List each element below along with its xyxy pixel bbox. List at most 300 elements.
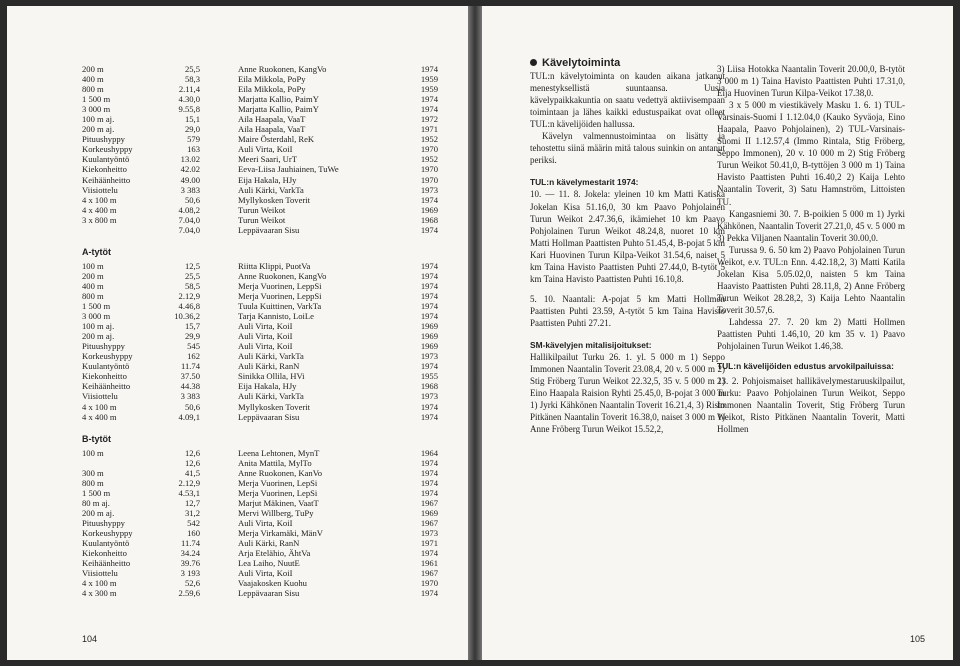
event-name: Kuulantyöntö (82, 538, 130, 549)
event-name: 200 m aj. (82, 507, 115, 518)
record-row (82, 361, 200, 371)
paragraph: Kangasniemi 30. 7. B-poikien 5 000 m 1) Jyrki Kähkönen, Naantalin Toverit 27.21,0, 45 v. 5 000 m 3) Pekka Viljanen Naantalin Toverit 30.00,0. (717, 208, 905, 243)
walking-column-1 (530, 57, 725, 435)
record-year: 1961 (420, 558, 438, 569)
holder-name: Auli Virta, KoiI (238, 331, 293, 342)
record-result: 579 (187, 134, 200, 145)
record-year: 1973 (420, 351, 438, 362)
holder-row (238, 164, 438, 174)
paragraph: 23. 2. Pohjoismaiset hallikävelymestaruuskilpailut, Turku: Paavo Pohjolainen Turun Weikot, Seppo Immonen Naantalin Toverit, Stig Fröberg Turun Weikot, Risto Pitkänen Naantalin Toverit, Matti Hollmen (717, 376, 905, 435)
record-year: 1964 (420, 447, 438, 458)
record-row (82, 518, 200, 528)
record-year: 1974 (420, 401, 438, 412)
event-name: 100 m aj. (82, 321, 115, 332)
record-row (82, 558, 200, 568)
holder-row (238, 578, 438, 588)
record-row (82, 185, 200, 195)
record-year: 1974 (420, 64, 438, 74)
record-year: 1959 (420, 84, 438, 95)
holder-row (238, 331, 438, 341)
holder-row (238, 538, 438, 548)
record-result: 13.02 (180, 154, 200, 165)
record-result: 50,6 (184, 194, 200, 205)
holder-name: Arja Etelähio, ÄhtVa (238, 548, 311, 559)
holder-row (238, 371, 438, 381)
paragraph: Kävelyn valmennustoimintaa on lisätty ja tehostettu siinä määrin mitä talous suinkin on antanut periksi. (530, 131, 725, 166)
holder-name: Eija Hakala, HJy (238, 381, 297, 392)
record-result: 11.74 (180, 538, 200, 549)
record-row (82, 205, 200, 215)
record-result: 12,6 (184, 447, 200, 458)
record-row (82, 311, 200, 321)
event-name: Pituushyppy (82, 134, 125, 145)
record-year: 1973 (420, 184, 438, 195)
record-result: 52,6 (184, 578, 200, 589)
event-name: 400 m (82, 74, 104, 85)
holder-row (238, 381, 438, 391)
record-year: 1974 (420, 224, 438, 235)
record-year: 1974 (420, 361, 438, 372)
event-name: Viisiottelu (82, 568, 118, 579)
record-row (82, 291, 200, 301)
event-name: 100 m (82, 260, 104, 271)
record-year: 1970 (420, 144, 438, 155)
event-name: 800 m (82, 84, 104, 95)
holder-row (238, 478, 438, 488)
event-name: 3 x 800 m (82, 214, 117, 225)
holder-row (238, 301, 438, 311)
record-result: 15,1 (184, 114, 200, 125)
paragraph: Turussa 9. 6. 50 km 2) Paavo Pohjolainen Turun Weikot, e.v. TUL:n Enn. 4.42.18,2, 3) Matti Katila Jokelan Kisa 5.05.02,0, naisten 5 km Taina Haavisto Paattisten Puhti 28.11,8, 2) Anne Fröberg Turun Weikot 28.28,2, 3) Kaija Lehto Naantalin Toverit 30.57,6. (717, 244, 905, 315)
record-result: 4.46,8 (178, 301, 200, 312)
event-name: 80 m aj. (82, 497, 110, 508)
holder-name: Merja Vuorinen, LepSi (238, 487, 318, 498)
left-page (7, 6, 468, 660)
record-result: 7.04,0 (178, 214, 200, 225)
event-name: 800 m (82, 290, 104, 301)
event-name: Kiekonheitto (82, 371, 127, 382)
record-year: 1969 (420, 321, 438, 332)
holder-row (238, 498, 438, 508)
events-table (82, 64, 200, 598)
record-result: 29,9 (184, 331, 200, 342)
record-year: 1974 (420, 548, 438, 559)
holder-row (238, 402, 438, 412)
holder-name: Merja Vuorinen, LeppSi (238, 280, 322, 291)
record-row (82, 548, 200, 558)
record-holders-table (238, 64, 438, 598)
holder-row (238, 175, 438, 185)
holder-name: Meeri Saari, UrT (238, 154, 297, 165)
holder-name: Myllykosken Toverit (238, 194, 311, 205)
record-row (82, 578, 200, 588)
holder-name: Leena Lehtonen, MynT (238, 447, 320, 458)
paragraph: Lahdessa 27. 7. 20 km 2) Matti Hollmen Paattisten Puhti 1.46,10, 20 km 35 v. 1) Paavo Pohjolainen Turun Weikot 1.46,38. (717, 316, 905, 352)
record-year: 1968 (420, 214, 438, 225)
holder-name: Marjatta Kallio, PaimY (238, 104, 319, 115)
event-name: 1 500 m (82, 487, 111, 498)
event-name: 4 x 300 m (82, 588, 117, 599)
record-row (82, 144, 200, 154)
record-row (82, 195, 200, 205)
holder-row (238, 104, 438, 114)
record-year: 1969 (420, 341, 438, 352)
event-name: Keihäänheitto (82, 381, 131, 392)
event-name: 200 m aj. (82, 124, 115, 135)
record-year: 1971 (420, 124, 438, 135)
record-row (82, 114, 200, 124)
holder-name: Auli Kärki, VarkTa (238, 391, 304, 402)
record-result: 34.24 (180, 548, 200, 559)
event-name: Kiekonheitto (82, 548, 127, 559)
record-result: 545 (187, 341, 200, 352)
record-year: 1974 (420, 311, 438, 322)
record-year: 1974 (420, 467, 438, 478)
event-name: Keihäänheitto (82, 558, 131, 569)
paragraph: 5. 10. Naantali: A-pojat 5 km Matti Hollmen Paattisten Puhti 23.59, A-tytöt 5 km Taina Havisto Paattisten Puhti 27.21. (530, 293, 725, 328)
record-result: 160 (187, 528, 200, 539)
record-row (82, 321, 200, 331)
record-row (82, 351, 200, 361)
record-year: 1959 (420, 74, 438, 85)
holder-row (238, 508, 438, 518)
event-name: 1 500 m (82, 301, 111, 312)
record-result: 163 (187, 144, 200, 155)
record-row (82, 488, 200, 498)
record-year: 1974 (420, 194, 438, 205)
record-year: 1969 (420, 507, 438, 518)
holder-row (238, 321, 438, 331)
holder-name: Eeva-Liisa Jauhiainen, TuWe (238, 164, 339, 175)
record-year: 1974 (420, 301, 438, 312)
holder-row (238, 458, 438, 468)
record-year: 1974 (420, 477, 438, 488)
holder-row (238, 215, 438, 225)
holder-row (238, 185, 438, 195)
holder-name: Anita Mattila, MylTo (238, 457, 312, 468)
holder-name: Riitta Klippi, PuotVa (238, 260, 311, 271)
event-name: 4 x 100 m (82, 401, 117, 412)
holder-name: Marjut Mäkinen, VaatT (238, 497, 319, 508)
holder-name: Merja Vuorinen, LeppSi (238, 290, 322, 301)
record-year: 1952 (420, 154, 438, 165)
record-result: 49.00 (180, 174, 200, 185)
event-name: Kuulantyöntö (82, 154, 130, 165)
paragraph: TUL:n kävelytoiminta on kauden aikana jatkanut menestyksellistä suuntaansa. Uusia kävelypaikkakuntia on saatu vedettyä aktiivisempaan toimintaan ja lähes kaikki edustuspaikat ovat olleet TUL:n kävelijöiden hallussa. (530, 71, 725, 130)
record-year: 1967 (420, 568, 438, 579)
record-result: 4.08,2 (178, 204, 200, 215)
record-result: 11.74 (180, 361, 200, 372)
record-year: 1967 (420, 517, 438, 528)
holder-name: Merja Virkamäki, MänV (238, 528, 324, 539)
record-row (82, 281, 200, 291)
holder-name: Auli Virta, KoiI (238, 321, 293, 332)
section-heading: Kävelytoiminta (530, 57, 725, 69)
record-row (82, 175, 200, 185)
record-result: 12,5 (184, 260, 200, 271)
holder-row (238, 558, 438, 568)
record-row (82, 124, 200, 134)
holder-row (238, 341, 438, 351)
paragraph: 3) Liisa Hotokka Naantalin Toverit 20.00,0, B-tytöt 3 000 m 1) Taina Havisto Paattisten Puhti 17.31,0, Eija Huovinen Turun Kilpa-Veikot 17.38,0. (717, 64, 905, 99)
record-row (82, 391, 200, 401)
holder-row (238, 311, 438, 321)
event-name: 800 m (82, 477, 104, 488)
record-year: 1974 (420, 290, 438, 301)
event-name: Pituushyppy (82, 341, 125, 352)
holder-name: Auli Virta, KoiI (238, 341, 293, 352)
event-name: 200 m (82, 270, 104, 281)
holder-name: Lea Laiho, NuutE (238, 558, 300, 569)
holder-row (238, 124, 438, 134)
holder-name: Auli Kärki, VarkTa (238, 184, 304, 195)
record-year: 1970 (420, 164, 438, 175)
record-year: 1972 (420, 114, 438, 125)
event-name: Korkeushyppy (82, 144, 133, 155)
record-year: 1955 (420, 371, 438, 382)
holder-row (238, 488, 438, 498)
holder-row (238, 144, 438, 154)
record-row (82, 588, 200, 598)
event-name: Korkeushyppy (82, 528, 133, 539)
event-name: Pituushyppy (82, 517, 125, 528)
holder-name: Maire Österdahl, ReK (238, 134, 315, 145)
record-result: 9.55,8 (178, 104, 200, 115)
record-year: 1974 (420, 260, 438, 271)
holder-row (238, 351, 438, 361)
record-result: 4.53,1 (178, 487, 200, 498)
event-name: 100 m aj. (82, 114, 115, 125)
record-result: 12,7 (184, 497, 200, 508)
holder-name: Leppävaaran Sisu (238, 224, 300, 235)
record-result: 542 (187, 517, 200, 528)
page-number-left: 104 (82, 634, 98, 644)
paragraph: 3 x 5 000 m viestikävely Masku 1. 6. 1) TUL-Varsinais-Suomi I 1.12.04,0 (Kauko Syväoja, Eino Haapala, Paavo Pohjolainen), 2) TUL-Varsinais-Suomi II 1.12.57,4 (Immo Rintala, Stig Fröberg, Seppo Immonen), 20 v. 10 000 m 2) Stig Fröberg Turun Weikot 50.41,0, B-tyttöjen 3 000 m 1) Taina Havisto Paattisten Puhti 16.40,2 2) Kaija Lehto Naantalin Toverit, 3) Satu Hamnström, Littoisten TU. (717, 100, 905, 207)
record-year: 1974 (420, 487, 438, 498)
holder-name: Eila Mikkola, PoPy (238, 74, 306, 85)
record-result: 3 383 (180, 391, 200, 402)
event-name: 300 m (82, 467, 104, 478)
bullet-icon (530, 59, 537, 66)
holder-row (238, 134, 438, 144)
holder-name: Sinikka Ollila, HVi (238, 371, 305, 382)
record-row (82, 538, 200, 548)
record-year: 1971 (420, 538, 438, 549)
walking-column-2 (717, 63, 905, 435)
record-result: 42.02 (180, 164, 200, 175)
event-name: 1 500 m (82, 94, 111, 105)
record-row (82, 402, 200, 412)
event-name: 200 m aj. (82, 331, 115, 342)
subheading: TUL:n kävelijöiden edustus arvokilpailuissa: (717, 361, 894, 372)
record-result: 29,0 (184, 124, 200, 135)
holder-name: Eija Hakala, HJy (238, 174, 297, 185)
paragraph: Hallikilpailut Turku 26. 1. yl. 5 000 m 1) Seppo Immonen Naantalin Toverit 23.08,4, 20 v. 5 000 m 2) Stig Fröberg Turun Weikot 22.32,5, 35 v. 5 000 m 1) Eino Haapala Raision Ryhti 25.45,0, B-pojat 3 000 m 1) Jyrki Kähkönen Naantalin Toverit 16.21,4, 3) Risto Pitkänen Naantalin Toverit 16.38,0, naiset 3 000 m 1) Anne Fröberg Turun Weikot 15.52,2, (530, 352, 725, 435)
holder-row (238, 154, 438, 164)
right-page (482, 6, 953, 660)
holder-row (238, 94, 438, 104)
record-year: 1970 (420, 578, 438, 589)
holder-name: Eila Mikkola, PoPy (238, 84, 306, 95)
holder-name: Auli Virta, KoiI (238, 517, 293, 528)
holder-name: Tarja Kannisto, LoiLe (238, 311, 315, 322)
record-row (82, 225, 200, 235)
event-name: 4 x 100 m (82, 578, 117, 589)
holder-name: Auli Virta, KoiI (238, 568, 293, 579)
holder-name: Mervi Willberg, TuPy (238, 507, 314, 518)
record-year: 1968 (420, 381, 438, 392)
record-row (82, 331, 200, 341)
holder-name: Tuula Kuittinen, VarkTa (238, 301, 322, 312)
event-name: 400 m (82, 280, 104, 291)
holder-row (238, 291, 438, 301)
record-result: 3 383 (180, 184, 200, 195)
record-result: 4.30,0 (178, 94, 200, 105)
record-row (82, 134, 200, 144)
record-row (82, 468, 200, 478)
record-result: 58,3 (184, 74, 200, 85)
book-spine (468, 6, 482, 660)
record-result: 50,6 (184, 401, 200, 412)
record-result: 2.11,4 (178, 84, 200, 95)
holder-name: Vaajakosken Kuohu (238, 578, 307, 589)
holder-row (238, 528, 438, 538)
holder-name: Anne Ruokonen, KangVo (238, 270, 327, 281)
record-row (82, 215, 200, 225)
holder-row (238, 261, 438, 271)
record-result: 2.12,9 (178, 290, 200, 301)
holder-name: Marjatta Kallio, PaimY (238, 94, 319, 105)
holder-row (238, 448, 438, 458)
event-name: 3 000 m (82, 104, 111, 115)
record-row (82, 154, 200, 164)
record-row (82, 104, 200, 114)
section-title: A-tytöt (82, 246, 111, 257)
record-result: 12,6 (184, 457, 200, 468)
holder-row (238, 548, 438, 558)
record-row (82, 498, 200, 508)
holder-name: Myllykosken Toverit (238, 401, 311, 412)
event-name: Kiekonheitto (82, 164, 127, 175)
record-row (82, 508, 200, 518)
record-row (82, 164, 200, 174)
record-year: 1974 (420, 270, 438, 281)
record-result: 7.04,0 (178, 224, 200, 235)
holder-row (238, 271, 438, 281)
holder-name: Aila Haapala, VaaT (238, 114, 306, 125)
holder-row (238, 195, 438, 205)
record-row (82, 64, 200, 74)
holder-name: Auli Virta, KoiI (238, 144, 293, 155)
record-result: 41,5 (184, 467, 200, 478)
holder-row (238, 84, 438, 94)
holder-row (238, 588, 438, 598)
record-result: 25,5 (184, 64, 200, 74)
holder-row (238, 64, 438, 74)
record-result: 2.12,9 (178, 477, 200, 488)
record-year: 1967 (420, 497, 438, 508)
holder-name: Auli Kärki, RanN (238, 361, 300, 372)
holder-name: Leppävaaran Sisu (238, 588, 300, 599)
record-row (82, 271, 200, 281)
holder-name: Turun Weikot (238, 214, 286, 225)
record-year: 1952 (420, 134, 438, 145)
record-result: 44.38 (180, 381, 200, 392)
page-number-right: 105 (909, 634, 925, 644)
record-row (82, 478, 200, 488)
record-result: 39.76 (180, 558, 200, 569)
holder-row (238, 468, 438, 478)
holder-row (238, 568, 438, 578)
event-name: Viisiottelu (82, 391, 118, 402)
holder-row (238, 74, 438, 84)
subheading: SM-kävelyjen mitalisijoitukset: (530, 339, 652, 350)
event-name: 4 x 400 m (82, 204, 117, 215)
record-result: 15,7 (184, 321, 200, 332)
record-row (82, 94, 200, 104)
section-title: B-tytöt (82, 433, 111, 444)
event-name: 4 x 400 m (82, 411, 117, 422)
holder-row (238, 391, 438, 401)
record-year: 1974 (420, 457, 438, 468)
record-row (82, 301, 200, 311)
record-row (82, 381, 200, 391)
record-result: 2.59,6 (178, 588, 200, 599)
holder-name: Anne Ruokonen, KangVo (238, 64, 327, 74)
record-row (82, 448, 200, 458)
record-year: 1973 (420, 391, 438, 402)
record-year: 1969 (420, 331, 438, 342)
holder-name: Auli Kärki, VarkTa (238, 351, 304, 362)
event-name: Viisiottelu (82, 184, 118, 195)
holder-name: Auli Kärki, RanN (238, 538, 300, 549)
holder-name: Merja Vuorinen, LepSi (238, 477, 318, 488)
record-row (82, 371, 200, 381)
record-result: 37.50 (180, 371, 200, 382)
record-row (82, 458, 200, 468)
record-year: 1974 (420, 104, 438, 115)
record-result: 58,5 (184, 280, 200, 291)
holder-row (238, 412, 438, 422)
record-year: 1974 (420, 411, 438, 422)
record-result: 162 (187, 351, 200, 362)
record-row (82, 341, 200, 351)
record-row (82, 84, 200, 94)
holder-row (238, 114, 438, 124)
event-name: Keihäänheitto (82, 174, 131, 185)
holder-name: Leppävaaran Sisu (238, 411, 300, 422)
holder-row (238, 281, 438, 291)
record-year: 1970 (420, 174, 438, 185)
event-name: 4 x 100 m (82, 194, 117, 205)
event-name: Korkeushyppy (82, 351, 133, 362)
event-name: 200 m (82, 64, 104, 74)
holder-name: Aila Haapala, VaaT (238, 124, 306, 135)
event-name: Kuulantyöntö (82, 361, 130, 372)
holder-row (238, 518, 438, 528)
subheading: TUL:n kävelymestarit 1974: (530, 177, 639, 188)
record-year: 1974 (420, 588, 438, 599)
record-row (82, 261, 200, 271)
record-result: 10.36,2 (174, 311, 200, 322)
event-name: 100 m (82, 447, 104, 458)
record-year: 1969 (420, 204, 438, 215)
record-result: 25,5 (184, 270, 200, 281)
record-row (82, 528, 200, 538)
record-row (82, 568, 200, 578)
record-result: 4.09,1 (178, 411, 200, 422)
record-year: 1973 (420, 528, 438, 539)
